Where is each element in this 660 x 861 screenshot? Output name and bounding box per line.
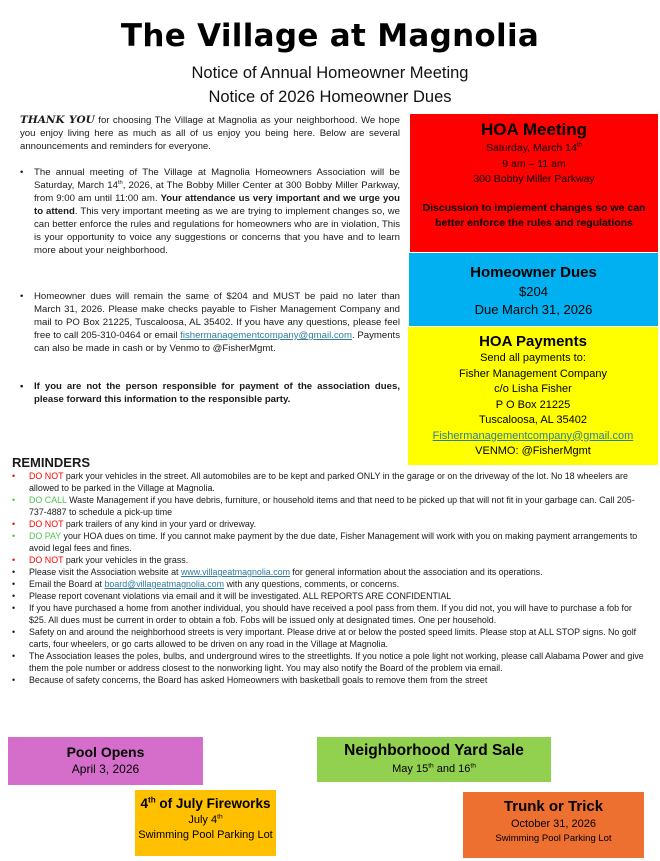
- payments-line: Tuscaloosa, AL 35402: [478, 414, 588, 426]
- event-location: Swimming Pool Parking Lot: [495, 833, 612, 844]
- document-title: The Village at Magnolia: [120, 18, 540, 54]
- payments-venmo: VENMO: @FisherMgmt: [475, 445, 591, 457]
- payments-line: c/o Lisha Fisher: [494, 383, 572, 395]
- dues-deadline: Due March 31, 2026: [474, 302, 593, 317]
- event-date: April 3, 2026: [71, 762, 140, 776]
- hoa-meeting-location: 300 Bobby Miller Parkway: [473, 173, 595, 185]
- event-july-fireworks: [135, 790, 276, 856]
- hoa-meeting-discussion: Discussion to implement changes so we can better enforce the rules and regulations: [422, 201, 646, 229]
- reminder-item: • Safety on and around the neighborhood streets is very important. Please drive at or below the posted speed limits. Please stop at ALL STOP signs. No golf carts, four wheelers, or go carts allowed to be driven on any road in the Village at Magnolia.: [12, 626, 650, 650]
- announcement-meeting: [20, 166, 400, 257]
- hoa-meeting-box: [410, 114, 658, 252]
- payments-line: Send all payments to:: [480, 352, 586, 364]
- meeting-text-3: . This very important meeting as we are trying to implement changes so, we can better enforce the rules and regulations for homeowners who are in violation, This is your opportunity to voice any suggestions or concerns that you have and to learn more about your neighborhood.: [34, 206, 400, 256]
- meeting-text-2: , 2026, at The Bobby Miller Center at 300 Bobby Miller Parkway, from 9:00 am until 11:00 am.: [34, 180, 400, 204]
- board-email-link[interactable]: board@villageatmagnolia.com: [104, 579, 225, 589]
- payments-line: P O Box 21225: [495, 398, 571, 411]
- reminder-item: • DO NOT park trailers of any kind in your yard or driveway.: [12, 518, 650, 530]
- reminders-list: [12, 470, 650, 686]
- hoa-meeting-date: Saturday, March 14th: [485, 141, 583, 154]
- website-link[interactable]: www.villageatmagnolia.com: [180, 567, 290, 577]
- reminder-item: • Please report covenant violations via email and it will be investigated. ALL REPORTS ARE CONFIDENTIAL: [12, 590, 650, 602]
- subtitle-meeting-notice: Notice of Annual Homeowner Meeting: [191, 64, 469, 82]
- event-title: Pool Opens: [66, 744, 145, 760]
- event-title: 4th of July Fireworks: [140, 795, 271, 811]
- payments-email-link[interactable]: Fishermanagementcompany@gmail.com: [432, 429, 634, 442]
- subtitle-dues-notice: Notice of 2026 Homeowner Dues: [208, 88, 452, 106]
- meeting-attendance-emphasis: Your attendance us very important and we urge you to attend: [34, 193, 401, 217]
- reminder-item: • If you have purchased a home from another individual, you should have received a pool pass from them. If you did not, you will have to purchase a fob for $25. All dues must be current in order to obtain a fob. Fobs will be issued only at designated times. One per household.: [12, 602, 650, 626]
- payments-title: HOA Payments: [479, 333, 587, 350]
- announcement-forward: [20, 380, 400, 406]
- dues-email-link[interactable]: fishermanagementcompany@gmail.com: [180, 330, 352, 341]
- reminder-item: • Because of safety concerns, the Board has asked Homeowners with basketball goals to remove them from the street: [12, 674, 650, 686]
- reminder-item: • The Association leases the poles, bulbs, and underground wires to the streetlights. If you notice a pole light not working, please call Alabama Power and give them the pole number or address closest to the nonworking light. You may also notify the Board of the problem via email.: [12, 650, 650, 674]
- payments-line: Fisher Management Company: [459, 367, 607, 380]
- event-date: July 4th: [188, 813, 223, 826]
- reminder-item: • DO PAY your HOA dues on time. If you cannot make payment by the due date, Fisher Management will work with you on making payment arrangements to avoid legal fees and fines.: [12, 530, 650, 554]
- reminder-item: • Please visit the Association website at www.villageatmagnolia.com for general information about the association and its operations.: [12, 566, 650, 578]
- homeowner-dues-box: [409, 253, 658, 326]
- forward-text: • If you are not the person responsible for payment of the association dues, please forward this information to the responsible party.: [20, 380, 400, 406]
- hoa-meeting-title: HOA Meeting: [480, 120, 588, 139]
- event-location: Swimming Pool Parking Lot: [138, 829, 273, 841]
- reminders-heading: REMINDERS: [12, 455, 91, 470]
- reminder-item: • DO NOT park your vehicles in the grass.: [12, 554, 650, 566]
- event-date: May 15th and 16th: [392, 762, 476, 775]
- reminder-item: • Email the Board at board@villageatmagnolia.com with any questions, comments, or concerns.: [12, 578, 650, 590]
- hoa-payments-box: [408, 327, 658, 465]
- dues-text-2: . Payments can also be made in cash or by Venmo to @FisherMgmt.: [34, 330, 400, 354]
- dues-title: Homeowner Dues: [470, 264, 597, 281]
- reminder-item: • DO CALL Waste Management if you have debris, furniture, or household items and that need to be picked up that will not fit in your garbage can. Call 205-737-4887 to schedule a pick-up time: [12, 494, 650, 518]
- meeting-sup: th: [117, 179, 123, 186]
- event-title: Neighborhood Yard Sale: [344, 742, 524, 759]
- dues-text: Homeowner dues will remain the same of $204 and MUST be paid no later than March 31, 2026. Please make checks payable to Fisher Management Company and mail to PO Box 21225, Tuscaloosa, AL 35402. If you have any questions, please feel free to call 205-310-0464 or email: [34, 291, 400, 341]
- event-title: Trunk or Trick: [503, 798, 604, 815]
- event-date: October 31, 2026: [510, 818, 596, 830]
- event-trunk-or-trick: [463, 792, 644, 858]
- intro-text: for choosing The Village at Magnolia as your neighborhood. We hope you enjoy living here as much as all of us enjoy you being here. Below are several announcements and reminders for everyone.: [20, 115, 400, 152]
- meeting-text: The annual meeting of The Village at Magnolia Homeowners Association will be Saturday, March 14: [34, 167, 400, 191]
- announcement-dues: [20, 290, 400, 355]
- intro-paragraph: [20, 114, 400, 153]
- reminder-item: • DO NOT park your vehicles in the street. All automobiles are to be kept and parked ONLY in the garage or on the driveway of the lot. No 18 wheelers are allowed to be parked in the Village at Magnolia.: [12, 470, 650, 494]
- thank-you-heading: THANK YOU: [20, 114, 95, 126]
- hoa-meeting-time: 9 am – 11 am: [502, 157, 566, 170]
- dues-amount: $204: [519, 284, 548, 299]
- event-pool-opens: [8, 737, 203, 785]
- event-yard-sale: [317, 737, 551, 782]
